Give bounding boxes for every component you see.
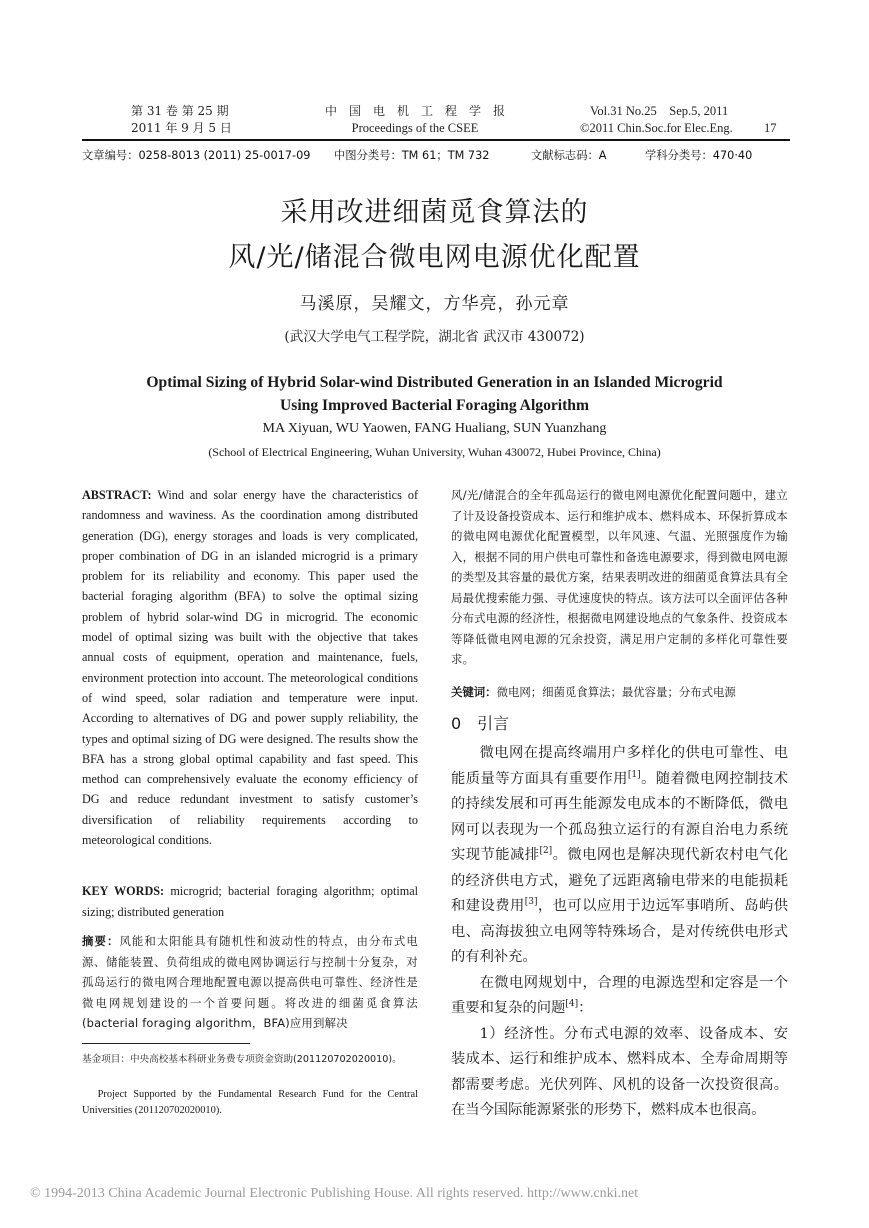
abstract-en-label: ABSTRACT: — [82, 488, 152, 502]
abstract-cn-text-left: 风能和太阳能具有随机性和波动性的特点，由分布式电源、储能装置、负荷组成的微电网协调运行与控制十分复杂，对孤岛运行的微电网合理地配置电源以提高供电可靠性、经济性是微电网规划建设的一个首要问题。将改进的细菌觅食算法(bacterial foraging algorithm，BFA)应用到解决 — [82, 934, 418, 1030]
copyright-society: ©2011 Chin.Soc.for Elec.Eng. — [580, 121, 733, 135]
journal-name-cn: 中 国 电 机 工 程 学 报 — [324, 104, 505, 118]
keywords-cn — [451, 682, 788, 702]
title-cn-line2: 风/光/储混合微电网电源优化配置 — [228, 242, 641, 273]
affiliation-en: (School of Electrical Engineering, Wuhan University, Wuhan 430072, Hubei Province, China) — [208, 445, 661, 459]
funding-cn: 基金项目：中央高校基本科研业务费专项资金资助(201120702020010)。 — [82, 1054, 402, 1065]
p1-text-c: 。微电网也是解决现代新农村电气化的经济供电方式，避免了远距离输电带来的电能损耗和建设费用 — [451, 847, 789, 914]
funding-en: Project Supported by the Fundamental Research Fund for the Central Universities (201120702020010). — [82, 1089, 418, 1116]
volume-issue-en: Vol.31 No.25 Sep.5, 2011 — [590, 104, 729, 118]
clc-number: 中图分类号：TM 61；TM 732 — [334, 149, 490, 162]
affiliation-cn: (武汉大学电气工程学院，湖北省 武汉市 430072) — [284, 329, 585, 345]
keywords-en — [82, 881, 418, 922]
authors-en: MA Xiyuan, WU Yaowen, FANG Hualiang, SUN Yuanzhang — [262, 421, 607, 436]
p2-text-b: ： — [578, 1000, 593, 1016]
paragraph-2 — [451, 971, 788, 1022]
abstract-cn-right: 风/光/储混合的全年孤岛运行的微电网电源优化配置问题中，建立了计及设备投资成本、运行和维护成本、燃料成本、环保折算成本的微电网电源优化配置模型，以年风速、气温、光照强度作为输入，根据不同的用户供电可靠性和备选电源要求，得到微电网电源的类型及其容量的最优方案，结果表明改进的细菌觅食算法具有全局最优搜索能力强、寻优速度快的特点。该方法可以全面评估各种分布式电源的经济性，根据微电网建设地点的气象条件、投资成本等降低微电网电源的冗余投资，满足用户定制的多样化可靠性要求。 — [451, 488, 788, 666]
section-heading: 0 引言 — [451, 714, 510, 733]
section-body — [451, 741, 788, 1124]
title-cn-line1: 采用改进细菌觅食算法的 — [280, 197, 589, 228]
abstract-cn-label: 摘要： — [82, 934, 120, 948]
keywords-cn-label: 关键词： — [451, 685, 497, 699]
citation-2[interactable]: [2] — [539, 846, 553, 857]
article-number: 文章编号：0258-8013 (2011) 25-0017-09 — [82, 149, 311, 162]
subject-code: 学科分类号：470·40 — [645, 149, 753, 162]
abstract-en-text: Wind and solar energy have the characteristics of randomness and waviness. As the coordination among distributed generation (DG), energy storages and loads is very complicated, proper combination of DG in an islanded microgrid is a primary problem for its reliability and economy. This paper used the bacterial foraging algorithm (BFA) to solve the optimal sizing problem of hybrid solar-wind DG in microgrid. The economic model of optimal sizing was built with the objective that takes annual costs of equipment, operation and maintenance, fuels, environment protection into account. The meteorological conditions of wind speed, solar radiation and temperature were input. According to alternatives of DG and power supply reliability, the types and optimal sizing of DG were designed. The results show the BFA has a strong global optimal capability and fast speed. This method can comprehensively evaluate the economy efficiency of DG and reduce redundant investment to satisfy customer’s diversification of reliability requirements according to meteorological conditions. — [82, 488, 418, 848]
authors-cn: 马溪原，吴耀文，方华亮，孙元章 — [299, 294, 570, 314]
abstract-en — [82, 485, 418, 850]
p1-text-b: 。随着微电网控制技术的持续发展和可再生能源发电成本的不断降低，微电网可以表现为一个孤岛独立运行的有源自治电力系统实现节能减排 — [451, 770, 789, 863]
header-rule — [82, 139, 790, 141]
volume-issue-cn: 第 31 卷 第 25 期 — [131, 104, 229, 118]
keywords-en-label: KEY WORDS: — [82, 884, 165, 898]
p1-text-d: ，也可以应用于边远军事哨所、岛屿供电、高海拔独立电网等特殊场合，是对传统供电形式的有利补充。 — [451, 898, 789, 965]
citation-3[interactable]: [3] — [524, 897, 538, 908]
citation-4[interactable]: [4] — [565, 999, 579, 1010]
keywords-cn-text: 微电网；细菌觅食算法；最优容量；分布式电源 — [496, 685, 736, 699]
title-en-line2: Using Improved Bacterial Foraging Algorithm — [280, 397, 589, 414]
citation-1[interactable]: [1] — [627, 769, 641, 780]
page-number: 17 — [764, 121, 777, 135]
date-cn: 2011 年 9 月 5 日 — [131, 121, 232, 135]
footnote-rule — [82, 1043, 250, 1044]
document-code: 文献标志码：A — [531, 149, 607, 162]
paragraph-3: 1）经济性。分布式电源的效率、设备成本、安装成本、运行和维护成本、燃料成本、全寿命周期等都需要考虑。光伏列阵、风机的设备一次投资很高。在当今国际能源紧张的形势下，燃料成本也很高。 — [451, 1025, 788, 1118]
abstract-cn-left — [82, 931, 418, 1034]
title-en-line1: Optimal Sizing of Hybrid Solar-wind Distributed Generation in an Islanded Microgrid — [146, 374, 723, 391]
keywords-en-text: microgrid; bacterial foraging algorithm; optimal sizing; distributed generation — [82, 884, 418, 919]
cnki-watermark: © 1994-2013 China Academic Journal Electronic Publishing House. All rights reserved. http://www.cnki.net — [30, 1186, 639, 1201]
journal-name-en: Proceedings of the CSEE — [351, 121, 479, 135]
paragraph-1 — [451, 741, 788, 971]
p1-text-a: 微电网在提高终端用户多样化的供电可靠性、电能质量等方面具有重要作用 — [451, 745, 788, 787]
p2-text-a: 在微电网规划中，合理的电源选型和定容是一个重要和复杂的问题 — [451, 974, 788, 1016]
